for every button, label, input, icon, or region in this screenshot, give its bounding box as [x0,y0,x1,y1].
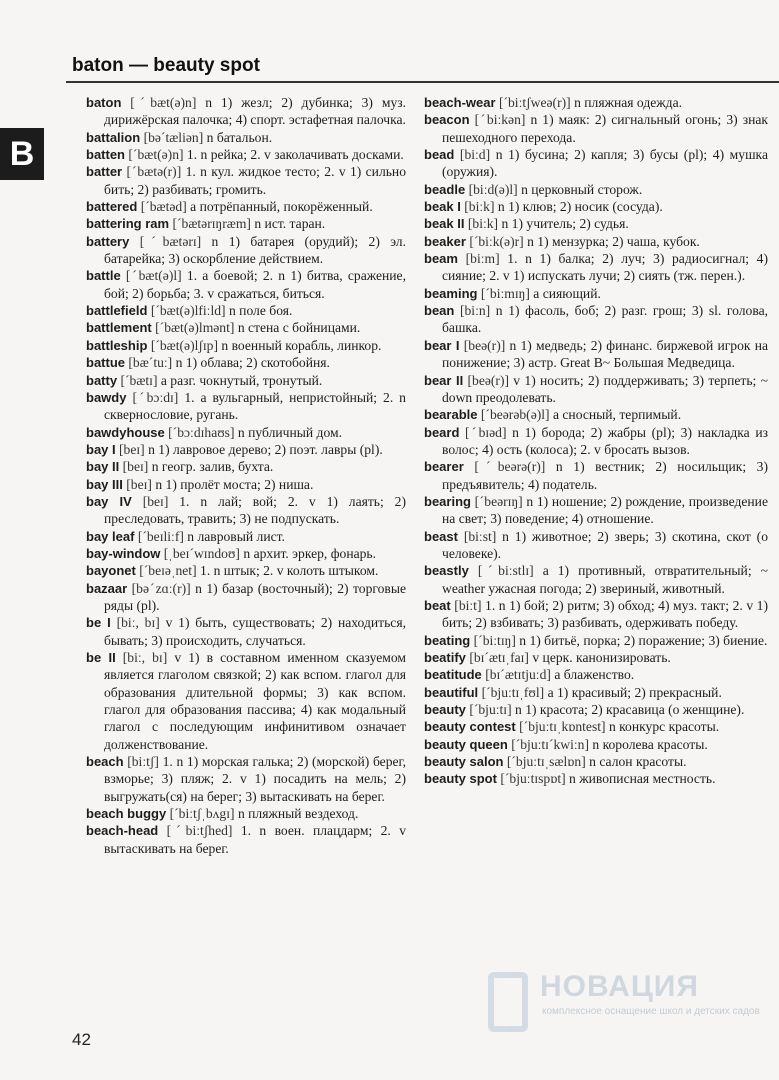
entry-definition: n 1) базар (восточный); 2) торговые ряды (pl). [104,580,406,613]
dictionary-entry [86,389,406,424]
entry-headword: beatitude [424,667,482,683]
letter-tab: B [0,128,44,180]
entry-transcription: [ˊbjuːtɪˌkɒntest] [519,719,606,735]
entry-transcription: [ˊbæt(ə)n] [130,95,197,110]
entry-transcription: [ˊbiːtʃweə(r)] [498,95,571,110]
dictionary-entry [86,493,406,528]
watermark-icon [488,972,528,1032]
dictionary-entry [424,146,768,181]
entry-definition: a сияющий. [533,285,601,301]
entry-headword: battue [86,355,125,371]
header-rule [66,81,779,83]
entry-headword: bay-window [86,545,161,561]
entry-headword: battlement [86,320,152,336]
entry-definition: a 1) противный, отвратительный; ~ weather ужасная погода; 2) звериный, животный. [442,563,768,596]
entry-transcription: [biːm] [465,251,500,267]
entry-transcription: [biːn] [459,303,491,319]
entry-definition: v 1) быть, существовать; 2) находиться, бывать; 3) происходить, случаться. [104,615,406,648]
entry-headword: bean [424,303,455,319]
watermark-tagline: комплексное оснащение школ и детских садов [542,1006,760,1017]
entry-transcription: [biːk] [467,216,499,232]
entry-headword: bazaar [86,580,128,596]
dictionary-entry [86,649,406,753]
entry-headword: beautiful [424,684,479,700]
entry-headword: beaming [424,285,478,301]
entry-headword: beach-wear [424,95,496,110]
page-header-title: baton — beauty spot [72,55,260,76]
entry-headword: beard [424,424,460,440]
entry-transcription: [beə(r)] [463,337,506,353]
dictionary-entry [424,718,768,735]
entry-transcription: [beə(r)] [467,372,509,388]
dictionary-entry [86,805,406,822]
dictionary-entry [86,562,406,579]
entry-definition: a 1) красивый; 2) прекрасный. [547,684,722,700]
dictionary-entry [86,580,406,615]
dictionary-entry [424,250,768,285]
entry-transcription: [beɪ] [119,441,145,457]
entry-headword: bear I [424,337,460,353]
entry-definition: 1. n воен. плацдарм; 2. v вытаскивать на берег. [104,823,407,856]
entry-transcription: [biːtʃ] [127,754,159,770]
dictionary-entry [86,822,406,857]
entry-definition: n 1) животное; 2) зверь; 3) скотина, скот (о человеке). [442,528,769,561]
entry-transcription: [ˊbeərɪŋ] [474,493,523,509]
entry-definition: 1. n 1) морская галька; 2) (морской) берег, взморье; 3) пляж; 2. v 1) посадить на мель; 2) выгружать(ся) на берег; 3) вытаскивать на берег. [104,754,406,804]
entry-headword: beauty salon [424,754,504,770]
entry-definition: n пляжная одежда. [574,95,683,110]
entry-transcription: [beɪ] [142,493,169,509]
dictionary-entry [86,302,406,319]
entry-transcription: [ˊbætərɪŋræm] [172,216,251,232]
entry-definition: n 1) вестник; 2) носильщик; 3) предъявитель; 4) податель. [442,459,769,492]
dictionary-entry [86,267,406,302]
entry-headword: bead [424,147,455,163]
entry-headword: beauty contest [424,719,516,735]
entry-transcription: [beɪ] [122,459,149,475]
dictionary-entry [86,476,406,493]
entry-definition: a разг. чокнутый, тронутый. [160,372,323,388]
entry-headword: battery [86,233,130,249]
entry-transcription: [ˊbiːstlɪ] [477,563,534,579]
dictionary-entry [424,233,768,250]
entry-definition: n геогр. залив, бухта. [151,459,274,475]
entry-definition: n 1) маяк: 2) сигнальный огонь; 3) знак пешеходного перехода. [442,112,769,145]
dictionary-entry [86,545,406,562]
entry-headword: beast [424,528,458,544]
dictionary-entry [424,753,768,770]
dictionary-entry [86,319,406,336]
entry-definition: n 1) клюв; 2) носик (сосуда). [497,199,663,215]
entry-transcription: [ˊbætɪ] [120,372,158,388]
entry-headword: beat [424,597,451,613]
entry-definition: a сносный, терпимый. [552,407,682,423]
dictionary-entry [424,337,768,372]
dictionary-entry [424,684,768,701]
entry-transcription: [ˊbeərə(r)] [474,459,546,475]
entry-headword: bearable [424,407,478,423]
dictionary-entry [424,94,768,111]
entry-headword: be I [86,615,111,631]
dictionary-entry [424,285,768,302]
dictionary-entry [424,181,768,198]
entry-headword: beadle [424,181,466,197]
entry-definition: n 1) учитель; 2) судья. [501,216,629,232]
entry-headword: bayonet [86,563,136,579]
page-number: 42 [72,1030,91,1049]
dictionary-entry [424,666,768,683]
entry-transcription: [ˊbjuːtɪspɒt] [500,771,566,787]
entry-headword: batten [86,147,125,163]
entry-transcription: [ˊbiːkən] [474,112,526,128]
entry-definition: n 1) пролёт моста; 2) ниша. [155,476,314,492]
entry-definition: 1. a боевой; 2. n 1) битва, сражение, бой; 2) борьба; 3. v сражаться, биться. [104,268,406,301]
dictionary-entry [86,441,406,458]
entry-definition: n стена с бойницами. [237,320,361,336]
dictionary-entry [86,94,406,129]
entry-headword: beastly [424,563,469,579]
entry-transcription: [bæˊtuː] [128,355,173,371]
entry-headword: beach-head [86,823,159,839]
entry-headword: baton [86,95,122,110]
dictionary-entry [86,354,406,371]
entry-transcription: [ˊbætərɪ] [139,233,202,249]
entry-transcription: [ˊbɔːdɪhaʊs] [168,424,235,440]
entry-definition: n 1) лавровое дерево; 2) поэт. лавры (pl). [148,441,383,457]
entry-definition: n 1) битьё, порка; 2) поражение; 3) биение. [519,632,768,648]
entry-definition: n 1) жезл; 2) дубинка; 3) муз. дирижёрская палочка; 4) спорт. эстафетная палочка. [104,95,407,128]
entry-definition: 1. n 1) бой; 2) ритм; 3) обход; 4) муз. такт; 2. v 1) бить; 2) взбивать; 3) разбивать, одерживать победу. [442,597,768,631]
entry-definition: n церковный сторож. [521,181,643,197]
entry-transcription: [ˊbiːtʃhed] [166,823,233,839]
entry-definition: n живописная местность. [569,771,716,787]
dictionary-entry [86,458,406,475]
entry-transcription: [ˊbiːk(ə)r] [469,233,524,249]
right-column [424,94,768,788]
entry-definition: n 1) облава; 2) скотобойня. [175,355,330,371]
dictionary-entry [424,770,768,787]
dictionary-entry [424,528,768,563]
entry-definition: n 1) фасоль, боб; 2) разг. грош; 3) sl. голова, башка. [442,303,768,336]
dictionary-entry [86,614,406,649]
entry-headword: battering ram [86,216,170,232]
entry-definition: v 1) носить; 2) поддерживать; 3) терпеть; ~ down преодолевать. [442,372,768,405]
dictionary-entry [424,215,768,232]
entry-transcription: [biːd(ə)l] [468,181,518,197]
entry-definition: 1. n 1) балка; 2) луч; 3) радиосигнал; 4) сияние; 2. v 1) испускать лучи; 2) сиять (тж. перен.). [442,251,769,284]
entry-transcription: [bɪˊætɪˌfaɪ] [469,650,529,665]
entry-headword: beach buggy [86,806,167,822]
entry-definition: n поле боя. [228,303,293,319]
entry-transcription: [ˊbiːtɪŋ] [473,632,516,648]
entry-headword: batter [86,164,123,180]
dictionary-entry [86,753,406,805]
dictionary-entry [424,736,768,753]
dictionary-entry [424,632,768,649]
watermark-logo [488,968,778,1038]
entry-transcription: [ˊbæt(ə)l] [125,268,182,284]
entry-definition: n салон красоты. [589,754,687,770]
entry-headword: bearer [424,459,464,475]
entry-transcription: [ˊbætəd] [140,199,187,215]
entry-transcription: [ˊbæt(ə)lfiːld] [150,303,226,319]
entry-transcription: [ˊbeɪəˌnet] [139,563,197,579]
dictionary-entry [86,198,406,215]
entry-definition: n 1) борода; 2) жабры (pl); 3) накладка из волос; 4) ость (колоса); 2. v бросать вызов. [442,424,768,457]
dictionary-entry [424,701,768,718]
entry-headword: bay III [86,476,123,492]
entry-headword: bearing [424,493,471,509]
dictionary-entry [424,493,768,528]
entry-headword: beam [424,251,458,267]
entry-definition: 1. n кул. жидкое тесто; 2. v 1) сильно бить; 2) разбивать; громить. [104,164,406,197]
dictionary-entry [424,372,768,407]
entry-definition: a потрёпанный, покорёженный. [190,199,373,215]
entry-transcription: [biː, bɪ] [116,615,160,631]
entry-transcription: [biː, bɪ] [122,650,168,665]
dictionary-entry [86,233,406,268]
dictionary-entry [86,528,406,545]
dictionary-entry [424,649,768,666]
entry-headword: beauty queen [424,736,508,752]
entry-definition: n пляжный вездеход. [237,806,359,822]
entry-transcription: [ˊbæt(ə)lmənt] [155,320,235,336]
watermark-name: НОВАЦИЯ [540,970,699,1003]
entry-headword: be II [86,650,116,665]
left-column [86,94,406,857]
entry-definition: a блаженство. [554,667,635,683]
entry-transcription: [bəˊzɑː(r)] [131,580,191,596]
entry-transcription: [ˊbiːmɪŋ] [480,285,530,301]
entry-definition: n 1) бусина; 2) капля; 3) бусы (pl); 4) мушка (оружия). [442,147,768,180]
entry-headword: beauty [424,702,466,718]
entry-definition: 1. a вульгарный, непристойный; 2. n сквернословие, ругань. [104,389,406,423]
entry-definition: n конкурс красоты. [608,719,720,735]
dictionary-entry [424,597,768,632]
dictionary-entry [86,146,406,163]
entry-headword: battered [86,199,138,215]
entry-headword: beating [424,632,471,648]
entry-definition: n батальон. [206,129,273,145]
entry-headword: beauty spot [424,771,497,787]
entry-transcription: [biːst] [463,528,497,544]
entry-transcription: [bɪˊætɪtjuːd] [485,667,551,683]
entry-headword: beak I [424,199,461,215]
dictionary-entry [424,111,768,146]
entry-definition: 1. n штык; 2. v колоть штыком. [200,563,379,579]
entry-definition: n королева красоты. [592,736,708,752]
entry-headword: bay IV [86,493,132,509]
entry-headword: beaker [424,233,466,249]
entry-headword: bawdy [86,389,127,405]
entry-headword: battlefield [86,303,148,319]
entry-definition: n 1) мензурка; 2) чаша, кубок. [527,233,700,249]
dictionary-entry [86,215,406,232]
dictionary-entry [424,302,768,337]
dictionary-entry [424,424,768,459]
entry-transcription: [ˌbeɪˊwɪndoʊ] [163,545,240,561]
entry-definition: v церк. канонизировать. [532,650,671,665]
entry-transcription: [ˊbjuːtɪˌfʊl] [481,684,545,700]
entry-transcription: [ˊbætə(r)] [126,164,182,180]
entry-transcription: [bəˊtæliən] [143,129,204,145]
dictionary-entry [86,337,406,354]
dictionary-entry [86,372,406,389]
entry-definition: n ист. таран. [254,216,326,232]
entry-transcription: [biːk] [464,199,495,215]
dictionary-entry [86,129,406,146]
entry-transcription: [biːt] [454,597,482,613]
entry-definition: n 1) красота; 2) красавица (о женщине). [515,702,745,718]
dictionary-entry [424,406,768,423]
entry-headword: beak II [424,216,465,232]
dictionary-entry [424,458,768,493]
entry-headword: beach [86,754,124,770]
entry-headword: battleship [86,337,148,353]
entry-headword: bear II [424,372,464,388]
entry-headword: battle [86,268,121,284]
entry-definition: n архит. эркер, фонарь. [243,545,377,561]
entry-definition: n лавровый лист. [187,528,285,544]
entry-transcription: [ˊbjuːtɪˌsælɒn] [506,754,586,770]
dictionary-entry [424,198,768,215]
entry-transcription: [ˊbæt(ə)n] [128,147,184,163]
entry-headword: bay leaf [86,528,135,544]
entry-transcription: [ˊbjuːtɪ] [469,702,512,718]
entry-headword: beatify [424,650,466,665]
entry-headword: bawdyhouse [86,424,165,440]
entry-transcription: [beɪ] [126,476,152,492]
entry-definition: 1. n рейка; 2. v заколачивать досками. [186,147,404,163]
entry-headword: bay II [86,459,120,475]
entry-transcription: [ˊbeɪliːf] [137,528,184,544]
entry-definition: n публичный дом. [237,424,343,440]
entry-transcription: [ˊbiːtʃˌbʌgɪ] [169,806,235,822]
entry-headword: battalion [86,129,141,145]
entry-definition: n военный корабль, линкор. [221,337,382,353]
entry-transcription: [ˊbɪəd] [465,424,507,440]
entry-transcription: [ˊbɔːdɪ] [132,389,179,405]
dictionary-entry [424,562,768,597]
entry-definition: 1. n лай; вой; 2. v 1) лаять; 2) преследовать, травить; 3) не подпускать. [104,493,406,527]
entry-definition: v 1) в составном именном сказуемом является глаголом связкой; 2) как вспом. глагол для образования длительной формы; 3) как вспом. глагол для образования пассива; 4) как модальный глагол с последующим инфинитивом означает долженствование. [104,650,406,752]
entry-headword: batty [86,372,118,388]
entry-definition: n 1) медведь; 2) финанс. биржевой игрок на понижение; 3) астр. Great B~ Большая Медведица. [442,337,769,371]
entry-headword: beacon [424,112,470,128]
dictionary-entry [86,424,406,441]
entry-transcription: [ˊbeərəb(ə)l] [480,407,550,423]
entry-definition: n 1) батарея (орудий); 2) эл. батарейка; 3) оскорбление действием. [104,233,406,267]
entry-transcription: [ˊbjuːtɪˊkwiːn] [511,736,589,752]
entry-headword: bay I [86,441,116,457]
dictionary-entry [86,163,406,198]
entry-transcription: [ˊbæt(ə)lʃɪp] [150,337,218,353]
entry-definition: n 1) ношение; 2) рождение, произведение на свет; 3) поведение; 4) отношение. [442,493,768,527]
entry-transcription: [biːd] [459,147,491,163]
